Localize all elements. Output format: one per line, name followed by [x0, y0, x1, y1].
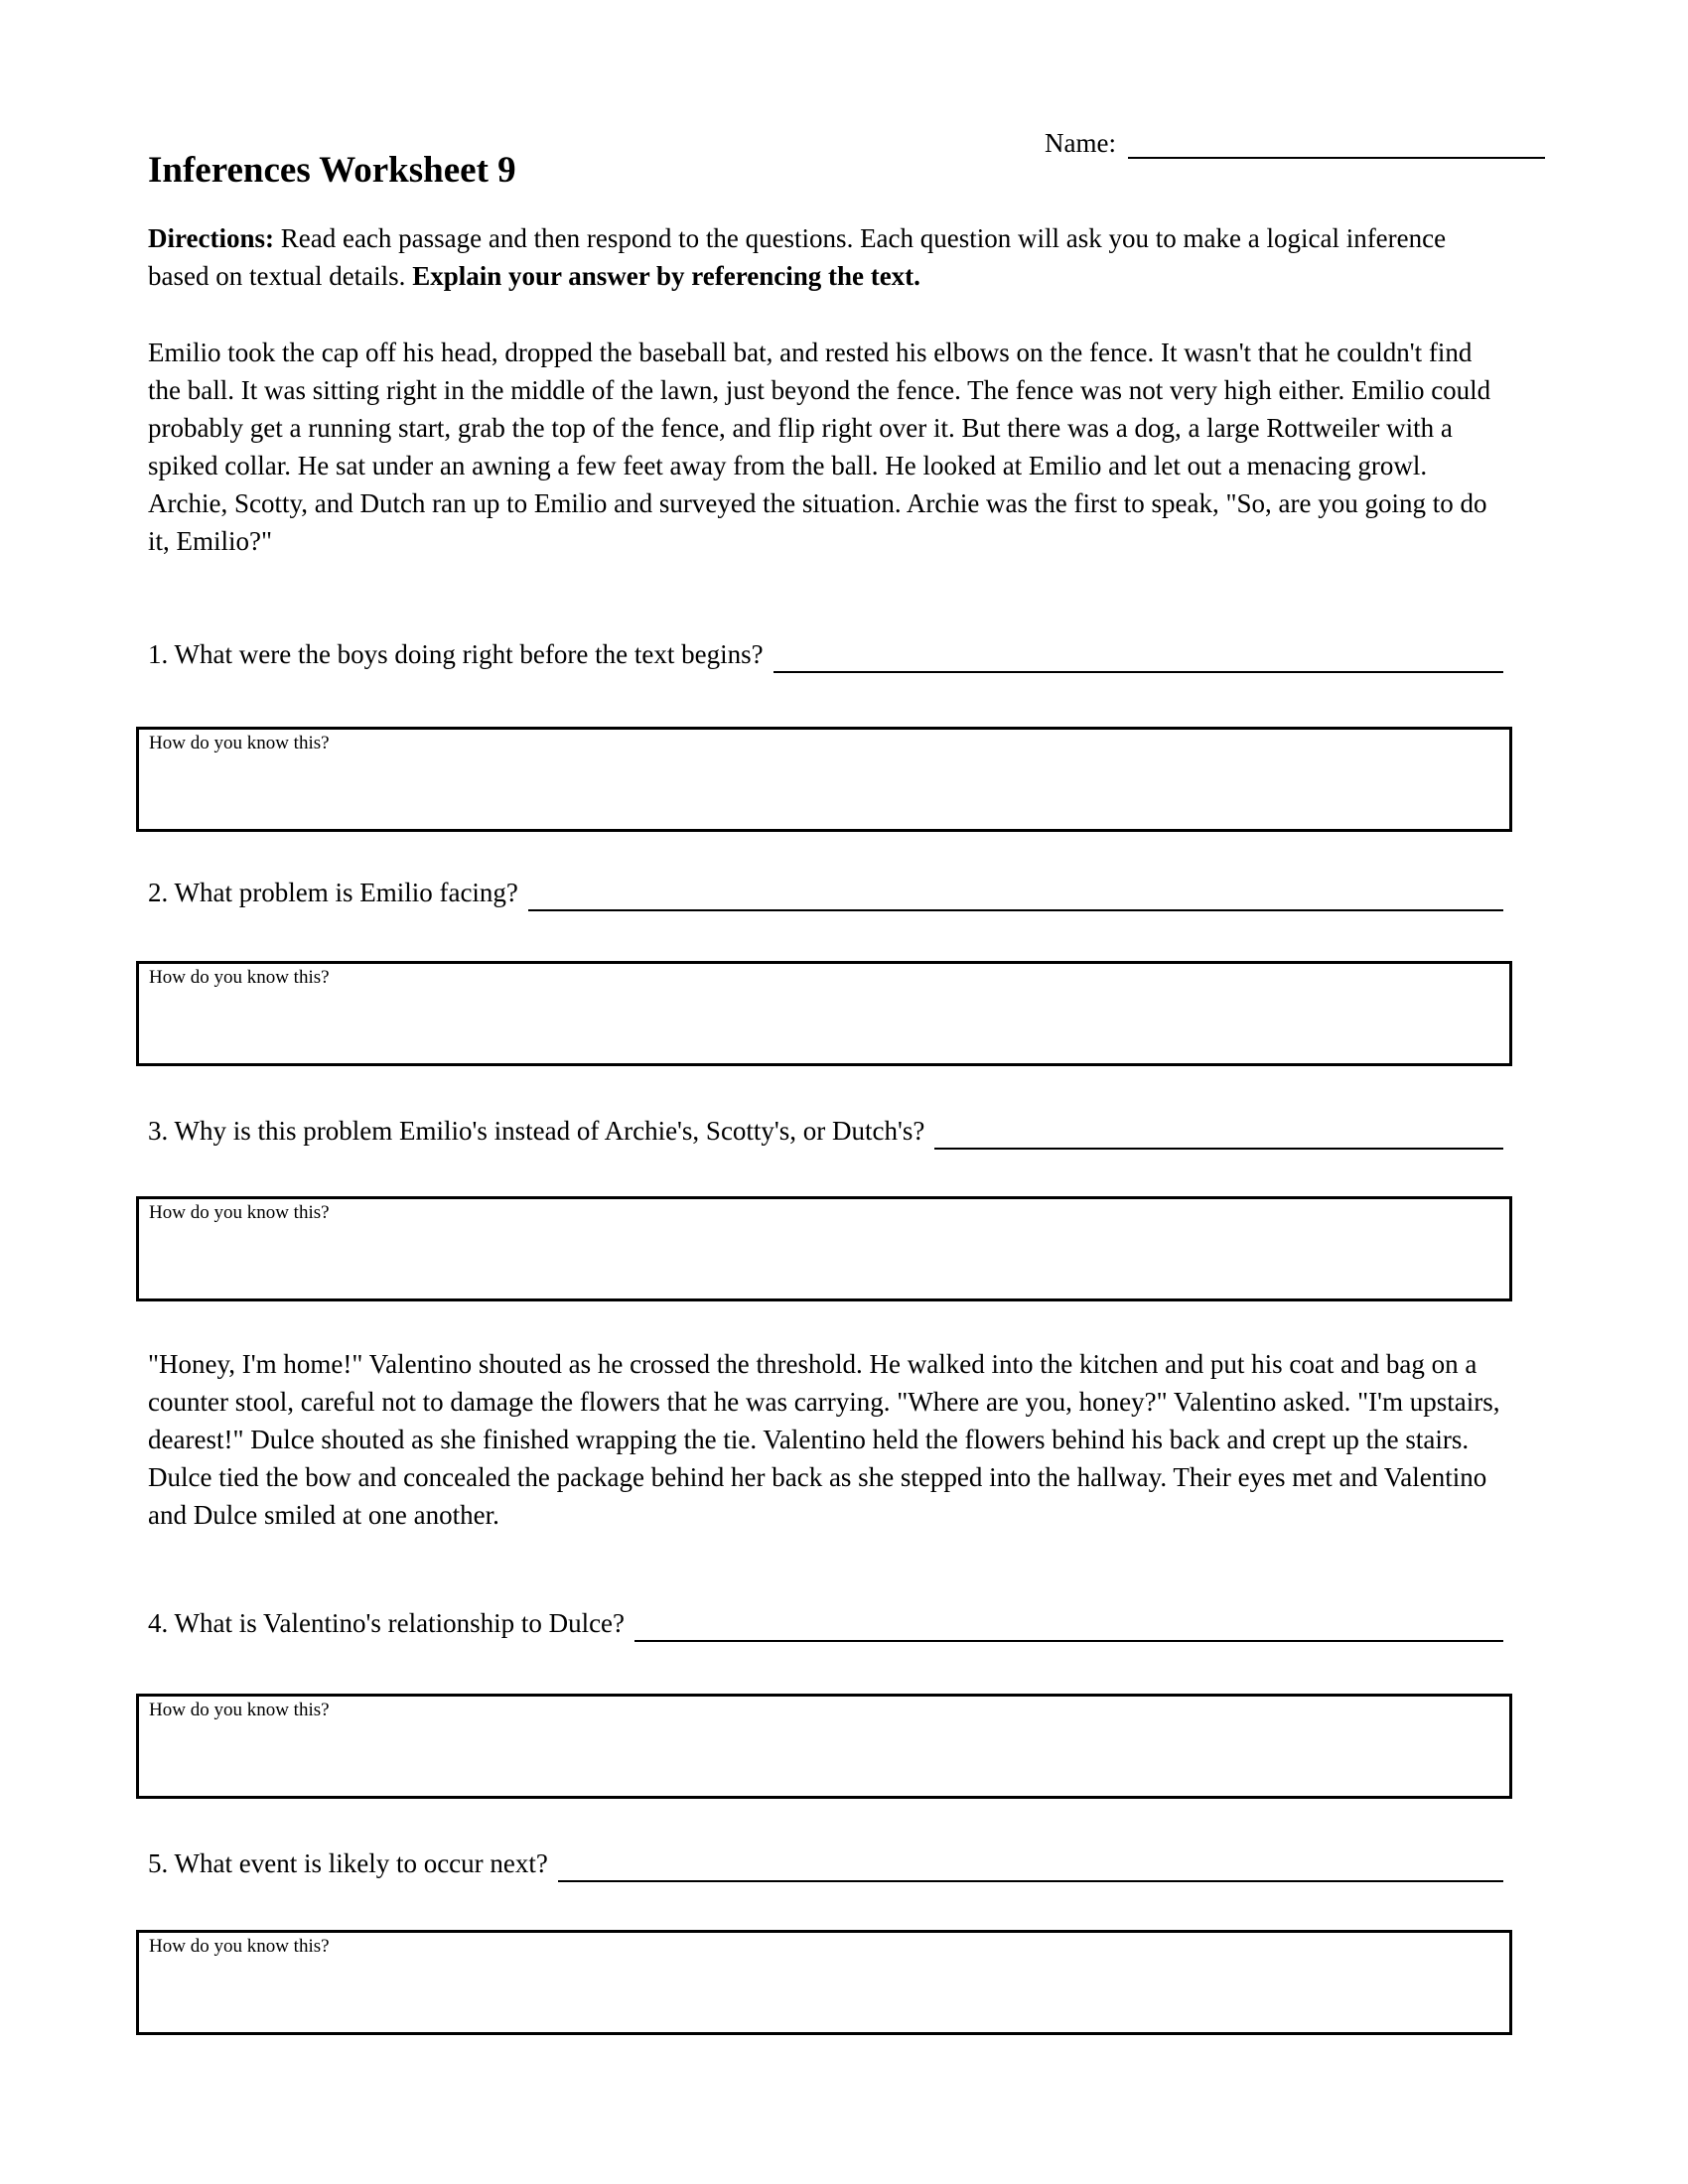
answer-box-3-label: How do you know this? — [149, 1202, 330, 1223]
question-5-row — [148, 1844, 1503, 1882]
question-3-answer-line[interactable] — [934, 1118, 1503, 1150]
answer-box-2[interactable] — [136, 961, 1512, 1066]
question-5-text: 5. What event is likely to occur next? — [148, 1848, 548, 1878]
name-input-line[interactable] — [1128, 131, 1545, 159]
name-row — [1045, 128, 1545, 159]
question-2-text: 2. What problem is Emilio facing? — [148, 878, 518, 907]
question-2-answer-line[interactable] — [528, 880, 1503, 911]
question-4-answer-line[interactable] — [634, 1610, 1503, 1642]
directions-body: Read each passage and then respond to the questions. Each question will ask you to make a logical inference based on textual details. — [148, 223, 1447, 291]
question-3-text: 3. Why is this problem Emilio's instead of Archie's, Scotty's, or Dutch's? — [148, 1116, 925, 1146]
passage-2: "Honey, I'm home!" Valentino shouted as he crossed the threshold. He walked into the kitchen and put his coat and bag on a counter stool, careful not to damage the flowers that he was carrying. "Where are you, honey?" Valentino asked. "I'm upstairs, dearest!" Dulce shouted as she finished wrapping the tie. Valentino held the flowers behind his back and crept up the stairs. Dulce tied the bow and concealed the package behind her back as she stepped into the hallway. Their eyes met and Valentino and Dulce smiled at one another. — [148, 1349, 1500, 1530]
question-5-answer-line[interactable] — [558, 1850, 1503, 1882]
answer-box-4[interactable] — [136, 1694, 1512, 1799]
name-label: Name: — [1045, 128, 1116, 158]
directions-emphasis: Explain your answer by referencing the text. — [412, 261, 920, 291]
page-title: Inferences Worksheet 9 — [148, 150, 516, 191]
answer-box-1[interactable] — [136, 727, 1512, 832]
directions-label: Directions: — [148, 223, 274, 253]
answer-box-2-label: How do you know this? — [149, 967, 330, 988]
question-4-row — [148, 1604, 1503, 1642]
passage-1: Emilio took the cap off his head, dropped the baseball bat, and rested his elbows on the fence. It wasn't that he couldn't find the ball. It was sitting right in the middle of the lawn, just beyond the fence. The fence was not very high either. Emilio could probably get a running start, grab the top of the fence, and flip right over it. But there was a dog, a large Rottweiler with a spiked collar. He sat under an awning a few feet away from the ball. He looked at Emilio and let out a menacing growl. Archie, Scotty, and Dutch ran up to Emilio and surveyed the situation. Archie was the first to speak, "So, are you going to do it, Emilio?" — [148, 338, 1491, 556]
question-2-row — [148, 874, 1503, 911]
question-1-row — [148, 635, 1503, 673]
question-3-row — [148, 1112, 1503, 1150]
directions — [148, 219, 1510, 295]
answer-box-3[interactable] — [136, 1196, 1512, 1301]
question-1-text: 1. What were the boys doing right before the text begins? — [148, 639, 764, 669]
question-4-text: 4. What is Valentino's relationship to Dulce? — [148, 1608, 626, 1638]
answer-box-4-label: How do you know this? — [149, 1700, 330, 1720]
question-1-answer-line[interactable] — [774, 641, 1503, 673]
answer-box-5-label: How do you know this? — [149, 1936, 330, 1957]
answer-box-1-label: How do you know this? — [149, 733, 330, 753]
answer-box-5[interactable] — [136, 1930, 1512, 2035]
